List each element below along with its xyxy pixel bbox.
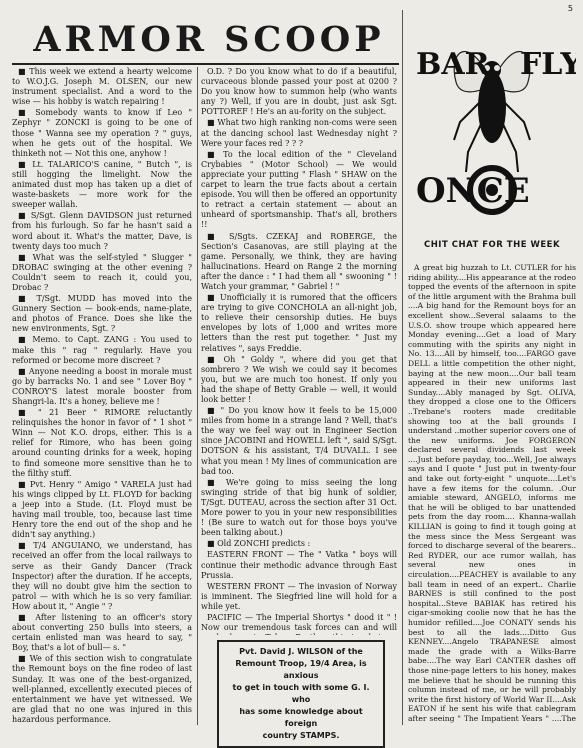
column-paragraph: ■ We're going to miss seeing the long swinging stride of that big hunk of soldier, T/Sgt. DUTEAU, across the section after 31 Oct. More power to you in your new responsibilities ! (Be sure to watch out for those boys you've been talking about.) <box>201 477 397 538</box>
column-paragraph: ■ To the local edition of the " Cleveland Crybabies " (Motor School) — We would appreciate your putting " Flash " SHAW on the carpet to learn the true facts about a certain episode. You will then be offered an opportunity to retract a certain statement — about an unheard of sportsmanship. That's all, brothers !! <box>201 149 397 230</box>
column-paragraph: ■ After listening to an officer's story about converting 250 bulls into steers, a certain enlisted man was heard to say, " Boy, that's a lot of bull— s. " <box>12 612 192 653</box>
column-paragraph: ■ Oh " Goldy ", where did you get that sombrero ? We wish we could say it becomes you, but we are much too honest. If only you had the shape of Betty Grable — well, it would look better ! <box>201 354 397 404</box>
column-paragraph: ■ Pvt. Henry " Amigo " VARELA just had his wings clipped by Lt. FLOYD for backing a jeep into a Stude. (Lt. Floyd must be having mail trouble, too, because last time Henry tore the end out of the shop and he didn't say anything.) <box>12 479 192 540</box>
column-paragraph: ■ We of this section wish to congratulate the Remount boys on the fine rodeo of last Sunday. It was one of the best-organized, well-planned, excellently executed pieces of entertainment we have yet witnessed. We are glad that no one was injured in this hazardous performance. <box>12 654 192 724</box>
column-paragraph: ■ T/4 ANGUIANO, we understand, has received an offer from the local railways to serve as their Gandy Dancer (Track Inspector) after the duration. If he accepts, they will no doubt give him the section to patrol — with which he is so very familiar. How about it, " Angie " ? <box>12 541 192 611</box>
column-paragraph: ■ Memo. to Capt. ZANG : You used to make this " rag " regularly. Have you reformed or become more discreet ? <box>12 335 192 365</box>
column-paragraph: EASTERN FRONT — The " Vatka " boys will continue their methodic advance through East Prussia. <box>201 550 397 580</box>
column-paragraph: PACIFIC — The Imperial Shortys " dood it " ! Now our tremendous task forces can and will <box>201 612 397 633</box>
stamps-ad-box <box>217 640 385 748</box>
column-paragraph: ■ S/Sgt. Glenn DAVIDSON just returned from his furlough. So far he hasn't said a word about it. What's the matter, Dave, is twenty days too much ? <box>12 211 192 251</box>
headline-rule <box>12 63 399 65</box>
ad-line: Remount Troop, 19/4 Area, is anxious <box>235 659 367 680</box>
logo-word-bar: BAR <box>416 47 490 82</box>
column-one <box>12 67 192 725</box>
column-paragraph: O.D. ? Do you know what to do if a beautiful, curvaceous blonde passed your post at 0200 ? Do you know how to summon help (who wants any ?) Well, if you are in doubt, just ask Sgt. POTTOREF ! He's an au-fority on the subject. <box>201 67 397 117</box>
column-paragraph: ■ What two high ranking non-coms were seen at the dancing school last Wednesday night ? Were your faces red ? ? ? <box>201 118 397 148</box>
column-divider <box>402 10 403 725</box>
ad-line: country STAMPS. <box>262 731 340 740</box>
column-paragraph: ■ T/Sgt. MUDD has moved into the Gunnery Section — book-ends, name-plate, and photos of France. Does she like the new environments, Sgt. ? <box>12 294 192 334</box>
column-paragraph: WESTERN FRONT — The invasion of Norway is imminent. The Siegfried line will hold for a while yet. <box>201 581 397 611</box>
logo-word-once: ONCE <box>416 171 530 211</box>
ad-line: to get in touch with some G. I. who <box>232 683 370 704</box>
column-paragraph: ■ Unofficially it is rumored that the officers are trying to give CONCHOLA an all-night job, to relieve their censorship duties. He buys envelopes by lots of 1,000 and writes more letters than the rest put together. " Just my relatives ", says Freddie. <box>201 293 397 353</box>
column-paragraph: A great big huzzah to Lt. CUTLER for his riding ability....His appearance at the rodeo topped the events of the afternoon in spite of the little argument with the Brahma bull ....A big hand for the Remount boys for an excellent show...Several salaams to the U.S.O. show troupe which appeared here Monday evening....Get a load of Mary commuting with the spirits any night in No. 13....All by himself, too....FARGO gave DELL a little competition the other night, baying at the new moon....Our ball team appeared in their new uniforms last Sunday....Ably managed by Sgt. OLIVA, they dropped a close one to the Officers ..Trebane's rooters made creditable showing too at the ball grounds I understand ..mother superior covers one of the new uniforms. Joe FORGERON declared several dividends last week ....Just before payday, too...Well, Joe always says and I quote " Just put in twenty-four and take out forty-eight " unquote....Let's have a few items for the column. .Our amiable steward, ANGELO, informs me that he will be obliged to bar unattended pets from the day room.... Khanna-wallah KILLIAN is going to find it tough going at the mess since the Mess Sergeant was forced to discharge several of the bearers.. Red RYDER, our ace rumor wallah, has several new ones in circulation....PEACHEY is available to any ball team in need of an expert.. Charlie BARNES is still confined to the post hospital...Steve BABIAK has retired his cigar-smoking coolie now that he has the humidor refilled....Joe CONATY sends his best to all the lads....Ditto Gus KENNEY....Angelo TRAPANESE almost made the grade with a Wilks-Barre babe....The way Earl CANTER dashes off those nine-page letters to his honey, makes me believe that he should be running this column instead of me, or he will probably write the first history of World War II....Ask EATON if he sent his wife that cablegram after seeing " The Impatient Years " ....The <box>408 263 576 723</box>
chit-chat-title: CHIT CHAT FOR THE WEEK <box>423 240 561 250</box>
column-divider <box>197 67 198 725</box>
page-headline: ARMOR SCOOP <box>33 19 385 60</box>
fly-icon <box>408 12 576 232</box>
column-three <box>408 263 576 723</box>
column-paragraph: ■ Lt. TALARICO'S canine, " Butch ", is still hogging the limelight. Now the animated dust mop has taken up a diet of waste-baskets — more work for the sweeper wallah. <box>12 159 192 210</box>
column-paragraph: ■ Anyone needing a boost in morale must go by barracks No. 1 and see " Lover Boy " CONROY'S latest morale booster from Shangri-la. It's a honey, believe me ! <box>12 366 192 406</box>
ad-line: Pvt. David J. WILSON of the <box>239 647 363 656</box>
column-two <box>201 67 397 635</box>
column-paragraph: ■ What was the self-styled " Slugger " DROBAC swinging at the other evening ? Couldn't seem to reach it, could you, Drobac ? <box>12 252 192 292</box>
bar-fly-once-logo <box>408 12 576 232</box>
column-paragraph: ■ This week we extend a hearty welcome to W.O.J.G. Joseph M. OLSEN, our new instrument specialist. And a word to the wise — his hobby is watch repairing ! <box>12 67 192 107</box>
column-paragraph: ■ Somebody wants to know if Leo " Zephyr " ZONCKI is going to be one of those " Wanna see my operation ? " guys, when he gets out of the hospital. We thinketh not — Not this one, anyhow ! <box>12 108 192 158</box>
page-number: 5 <box>567 4 573 13</box>
column-paragraph: ■ Old ZONCHI predicts : <box>207 539 311 549</box>
column-paragraph: ■ " Do you know how it feels to be 15,000 miles from home in a strange land ? Well, that's the way we feel way out in Engineer Section since JACOBINI and HOWELL left ", said S/Sgt. DOTSON & his assistant, T/4 DUVALL. I see what you mean ! My lines of communication are bad too. <box>201 406 397 476</box>
column-paragraph: ■ " 21 Beer " RIMORE reluctantly relinquishes the honor in favor of " 1 shot " Winn — Not K.O. drops, either. This is a relief for Rimore, who has been going around counting drinks for a week, hoping to find someone more sensitive than he to the filthy stuff. <box>12 408 192 478</box>
ad-line: has some knowledge about foreign <box>239 707 363 728</box>
column-paragraph: ■ S/Sgts. CZEKAJ and ROBERGE, the Section's Casanovas, are still playing at the game. Personally, we think, they are having hallucinations. Heard on Range 2 the morning after the dance : " I had them all " swooning " ! Watch your grammar, " Gabriel ! " <box>201 231 397 291</box>
logo-word-fly: FLY <box>520 47 576 82</box>
